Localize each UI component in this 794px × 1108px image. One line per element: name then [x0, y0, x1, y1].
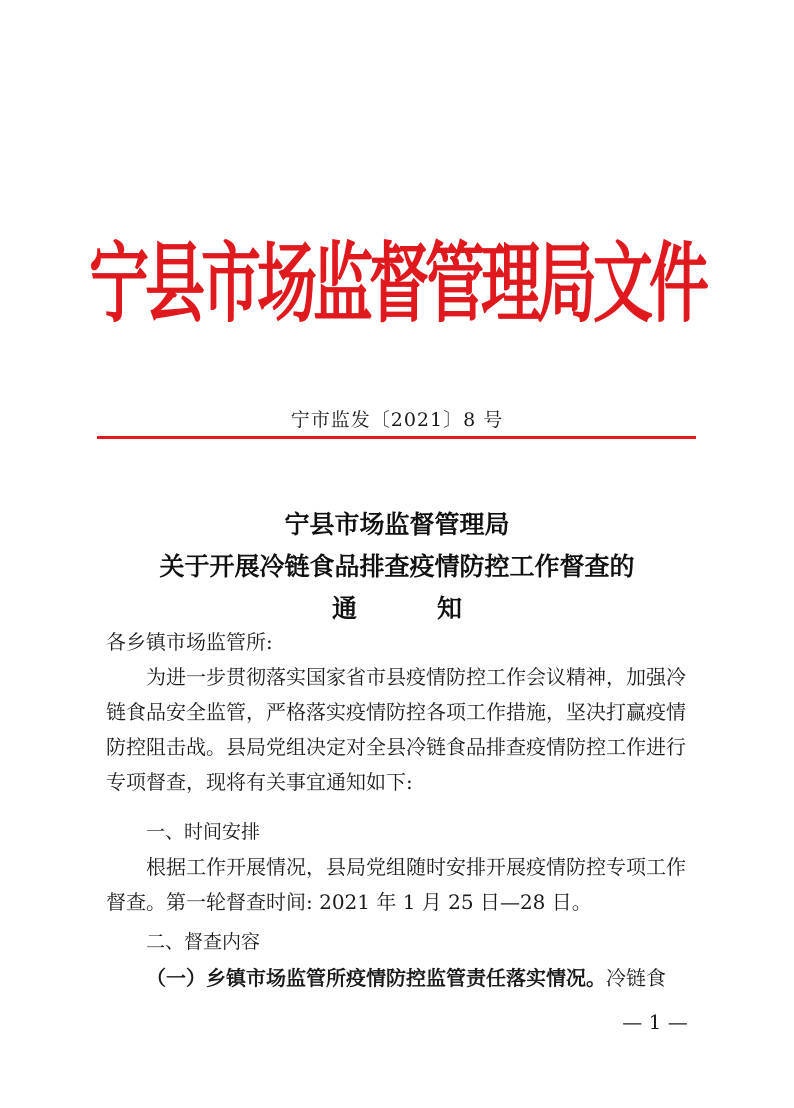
paragraph-content: [106, 961, 698, 996]
paragraph-content-text: 冷链食: [606, 966, 666, 990]
section-heading-content: 二、督查内容: [146, 931, 261, 953]
salutation: 各乡镇市场监管所:: [106, 630, 273, 654]
document-header-banner: 宁县市场监督管理局文件: [89, 233, 705, 336]
document-number: 宁市监发〔2021〕8 号: [290, 409, 504, 431]
paragraph-time: 根据工作开展情况，县局党组随时安排开展疫情防控专项工作督查。第一轮督查时间: 2021 年 1 月 25 日—28 日。: [106, 855, 686, 914]
page-number: — 1 —: [622, 1010, 688, 1034]
title-line-3: [0, 589, 794, 625]
title-notice-char-1: 通: [331, 594, 357, 623]
section-heading-time: 一、时间安排: [146, 821, 261, 843]
title-line-1: 宁县市场监督管理局: [284, 510, 510, 539]
red-divider-line: [97, 436, 696, 439]
title-notice-char-2: 知: [437, 594, 463, 623]
subsection-heading: （一）乡镇市场监管所疫情防控监管责任落实情况。: [146, 966, 606, 990]
title-line-2: 关于开展冷链食品排查疫情防控工作督查的: [159, 552, 635, 581]
paragraph-intro: 为进一步贯彻落实国家省市县疫情防控工作会议精神，加强冷链食品安全监管，严格落实疫情防控各项工作措施，坚决打赢疫情防控阻击战。县局党组决定对全县冷链食品排查疫情防控工作进行专项督查，现将有关事宜通知如下:: [106, 665, 686, 794]
